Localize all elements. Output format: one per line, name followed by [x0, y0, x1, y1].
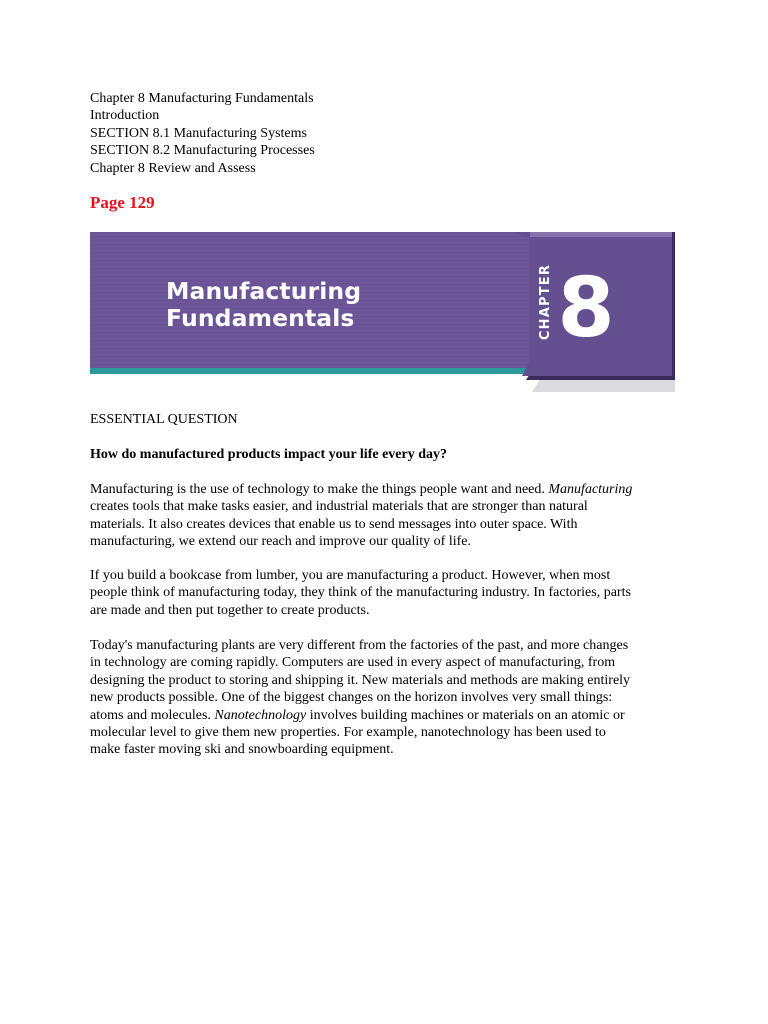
paragraph-1-line-1: Manufacturing is the use of technology to make the things people want and need. Manufacturing [90, 482, 633, 497]
paragraph-3-line-2: in technology are coming rapidly. Computers are used in every aspect of manufacturing, from [90, 655, 616, 671]
paragraph-2-line-1: If you build a bookcase from lumber, you are manufacturing a product. However, when most [90, 568, 611, 583]
chapter-label: CHAPTER [538, 263, 553, 341]
essential-question: How do manufactured products impact your life every day? [90, 447, 447, 462]
paragraph-3-line-5: atoms and molecules. Nanotechnology involves building machines or materials on an atomic or [90, 707, 625, 723]
paragraph-3-line-7: make faster moving ski and snowboarding equipment. [90, 742, 394, 758]
banner-teal-stripe [90, 368, 535, 374]
paragraph-1-line-2: creates tools that make tasks easier, and industrial materials that are stronger than natural [90, 499, 588, 515]
paragraph-3-line-4: new products possible. One of the biggest changes on the horizon involves very small things: [90, 690, 613, 706]
tab-top-light [530, 232, 672, 237]
paragraph-3-line-1: Today's manufacturing plants are very different from the factories of the past, and more changes [90, 638, 629, 653]
paragraph-1-line-3: materials. It also creates devices that enable us to send messages into outer space. With [90, 516, 578, 532]
paragraph-3-line-6: molecular level to give them new properties. For example, nanotechnology has been used to [90, 725, 606, 741]
chapter-banner [90, 232, 675, 392]
paragraph-2-line-2: people think of manufacturing today, they think of the manufacturing industry. In factories, parts [90, 585, 631, 601]
paragraph-2 [90, 567, 690, 619]
toc-item-introduction[interactable]: Introduction [90, 108, 160, 124]
banner-title-line2: Fundamentals [166, 304, 355, 332]
paragraph-1 [90, 481, 690, 551]
toc-item-section-8-2[interactable]: SECTION 8.2 Manufacturing Processes [90, 143, 315, 159]
paragraph-3 [90, 637, 690, 759]
toc-item-review[interactable]: Chapter 8 Review and Assess [90, 160, 256, 176]
emphasis-nanotechnology: Nanotechnology [214, 707, 307, 723]
banner-title [166, 278, 361, 332]
emphasis-manufacturing: Manufacturing [548, 482, 633, 497]
page-number-heading: Page 129 [90, 193, 155, 212]
chapter-number: 8 [557, 261, 615, 356]
essential-question-label: ESSENTIAL QUESTION [90, 412, 238, 427]
paragraph-3-line-3: designing the product to storing and shipping it. New materials and methods are making entirely [90, 672, 631, 688]
paragraph-2-line-3: are made and then put together to create products. [90, 602, 370, 618]
banner-title-line1: Manufacturing [166, 277, 362, 305]
table-of-contents [90, 90, 315, 177]
toc-item-section-8-1[interactable]: SECTION 8.1 Manufacturing Systems [90, 125, 307, 141]
toc-item-chapter[interactable]: Chapter 8 Manufacturing Fundamentals [90, 91, 314, 106]
paragraph-1-line-4: manufacturing, we extend our reach and improve our quality of life. [90, 534, 471, 550]
